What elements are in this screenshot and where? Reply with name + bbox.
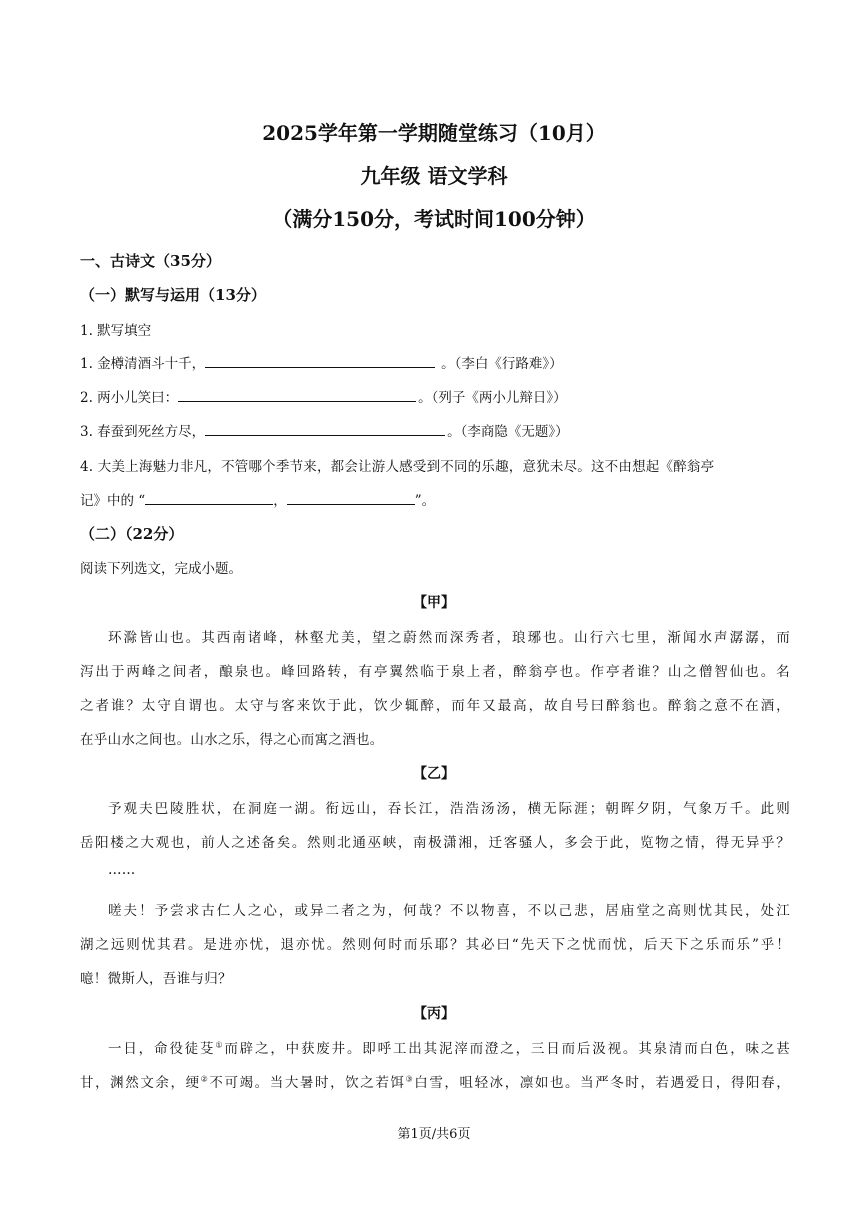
page-number: 第1页/共6页 [397,1127,471,1142]
exam-note: （满分150分，考试时间100分钟） [272,207,596,231]
passage-yi-line: 湖之远则忧其君。是进亦忧，退亦忧。然则何时而乐耶？其必曰“先天下之忧而忧，后天下之乐而乐”乎！ [80,937,790,953]
passage-jia-line: 之者谁？太守自谓也。太守与客来饮于此，饮少辄醉，而年又最高，故自号曰醉翁也。醉翁之意不在酒， [80,698,790,714]
footnote-marker: ③ [405,1074,415,1084]
passage-yi-line: 噫！微斯人，吾谁与归？ [80,971,232,987]
fill-blank-1[interactable] [205,354,435,368]
exam-subtitle: 九年级 语文学科 [360,164,508,188]
fill-item-3-prefix: 3. 春蚕到死丝方尽， [80,424,206,440]
passage-bing-text: 一日，命役徒芟 [108,1041,216,1057]
passage-jia-line: 环滁皆山也。其西南诸峰，林壑尤美，望之蔚然而深秀者，琅琊也。山行六七里，渐闻水声潺潺，而 [108,630,790,646]
fill-item-4-line1: 4. 大美上海魅力非凡，不管哪个季节来，都会让游人感受到不同的乐趣，意犹未尽。这不由想起《醉翁亭 [80,459,715,475]
passage-bing-line-2 [80,1071,790,1091]
fill-item-4-suffix: ”。 [414,493,436,509]
passage-yi-line: 予观夫巴陵胜状，在洞庭一湖。衔远山，吞长江，浩浩汤汤，横无际涯；朝晖夕阴，气象万千。此则 [108,801,790,817]
footnote-marker: ① [215,1040,225,1050]
footnote-marker: ② [200,1074,210,1084]
passage-yi-line: 岳阳楼之大观也，前人之述备矣。然则北通巫峡，南极潇湘，迁客骚人，多会于此，览物之情，得无异乎？ [80,835,790,851]
passage-bing-label: 【丙】 [413,1006,455,1022]
passage-yi-ellipsis: …… [108,862,136,878]
passage-yi-label: 【乙】 [413,766,455,782]
fill-item-1-prefix: 1. 金樽清酒斗十千， [80,356,206,372]
fill-item-2 [80,386,567,406]
passage-jia-line: 在乎山水之间也。山水之乐，得之心而寓之酒也。 [80,732,384,748]
fill-blank-3[interactable] [205,422,445,436]
part2-instruction: 阅读下列选文，完成小题。 [80,561,242,577]
fill-item-3-suffix: 。（李商隐《无题》） [447,424,569,440]
part1-heading: （一）默写与运用（13分） [80,286,266,304]
fill-item-4-mid: ， [273,493,287,509]
fill-item-3 [80,420,569,440]
fill-item-2-suffix: 。（列子《两小儿辩日》） [418,390,567,406]
fill-blank-2[interactable] [178,388,416,402]
fill-item-4-prefix: 记》中的 “ [80,493,146,509]
part2-heading: （二）（22分） [80,525,184,543]
passage-bing-line-1 [80,1037,790,1057]
passage-jia-label: 【甲】 [413,595,455,611]
passage-bing-text: 不可竭。当大暑时，饮之若饵 [209,1075,406,1091]
fill-blank-4b[interactable] [287,491,415,505]
passage-bing-text: 甘，渊然文余，绠 [80,1075,201,1091]
passage-bing-text: 而辟之，中获废井。即呼工出其泥滓而澄之，三日而后汲视。其泉清而白色，味之甚 [224,1041,790,1057]
fill-item-1 [80,352,563,372]
passage-jia-line: 泻出于两峰之间者，酿泉也。峰回路转，有亭翼然临于泉上者，醉翁亭也。作亭者谁？山之僧智仙也。名 [80,664,790,680]
question-1: 1. 默写填空 [80,323,152,339]
section-heading: 一、古诗文（35分） [80,252,221,270]
exam-title: 2025学年第一学期随堂练习（10月） [262,121,606,145]
passage-yi-line: 嗟夫！予尝求古仁人之心，或异二者之为，何哉？不以物喜，不以己悲，居庙堂之高则忧其民，处江 [108,903,790,919]
passage-bing-text: 白雪，咀轻冰，凛如也。当严冬时，若遇爱日，得阳春， [414,1075,790,1091]
fill-item-4-line2 [80,489,435,509]
fill-item-1-suffix: 。（李白《行路难》） [441,356,563,372]
fill-item-2-prefix: 2. 两小儿笑曰： [80,390,179,406]
fill-blank-4a[interactable] [145,491,273,505]
